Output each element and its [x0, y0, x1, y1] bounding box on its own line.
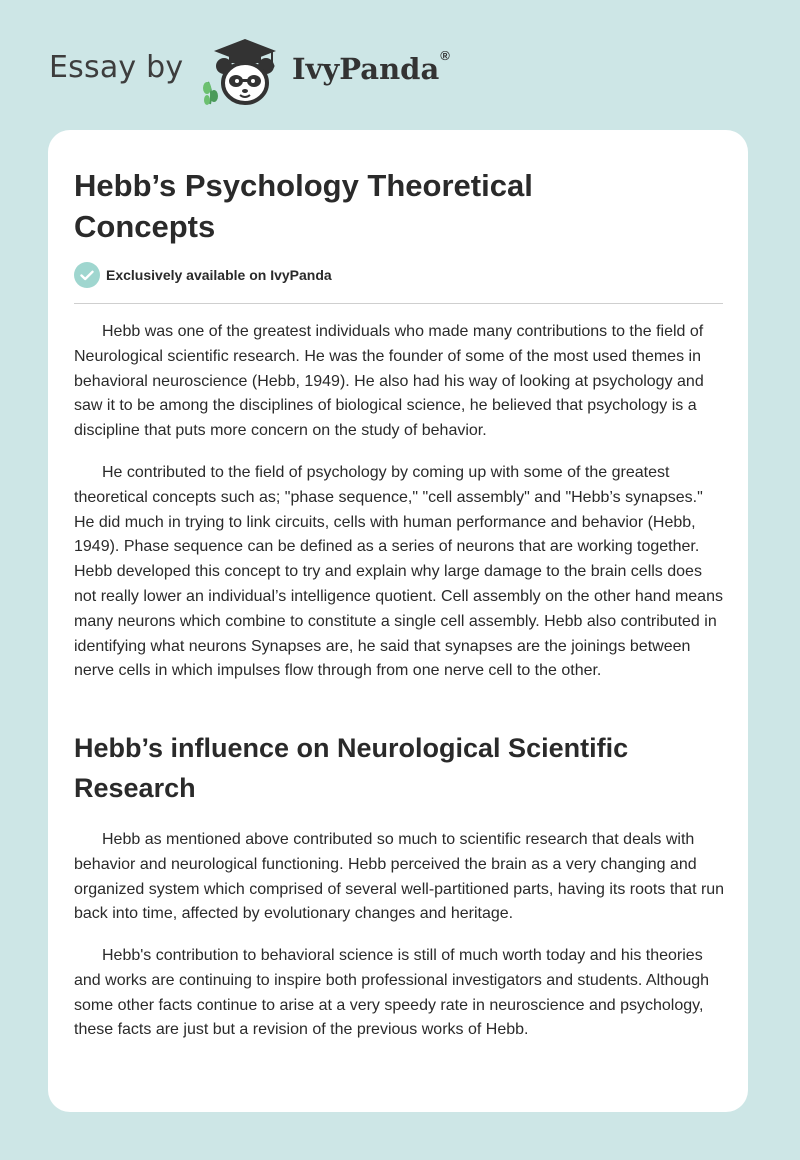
essay-by-label: Essay by [49, 50, 184, 85]
paragraph: He contributed to the field of psychology by coming up with some of the greatest theoretical concepts such as; "phase sequence," "cell assembly" and "Hebb’s synapses." He did much in trying to link circuits, cells with human performance and behavior (Hebb, 1949). Phase sequence can be defined as a series of neurons that are working together. Hebb developed this concept to try and explain why large damage to the brain cells does not really lower an individual’s intelligence quotient. Cell assembly on the other hand means many neurons which combine to constitute a single cell assembly. Hebb also contributed in identifying what neurons Synapses are, he said that synapses are the joinings between nerve cells in which impulses flow through from one nerve cell to the other. [74, 464, 723, 680]
brand-name[interactable] [292, 48, 450, 86]
exclusive-badge [74, 262, 332, 288]
badge-text: Exclusively available on IvyPanda [106, 267, 332, 283]
divider [74, 303, 723, 304]
essay-card [48, 130, 748, 1112]
paragraph: Hebb was one of the greatest individuals who made many contributions to the field of Neurological scientific research. He was the founder of some of the most used themes in behavioral neuroscience (Hebb, 1949). He also had his way of looking at psychology and saw it to be among the disciplines of biological science, he believed that psychology is a discipline that puts more concern on the study of behavior. [74, 323, 704, 440]
brand-text: IvyPanda [292, 52, 440, 86]
check-icon [74, 262, 100, 288]
site-header [0, 0, 800, 130]
paragraph: Hebb as mentioned above contributed so much to scientific research that deals with behavior and neurological functioning. Hebb perceived the brain as a very changing and organized system which comprised of several well-partitioned parts, having its roots that run back into time, affected by evolutionary changes and heritage. [74, 831, 725, 923]
page-title: Hebb’s Psychology Theoretical Concepts [74, 168, 533, 244]
section-heading: Hebb’s influence on Neurological Scientific Research [74, 733, 629, 803]
paragraph: Hebb's contribution to behavioral science is still of much worth today and his theories and works are continuing to inspire both professional investigators and students. Although some other facts continue to arise at a very speedy rate in neuroscience and psychology, these facts are just but a revision of the previous works of Hebb. [74, 947, 710, 1039]
registered-mark: ® [440, 48, 450, 63]
panda-graduate-logo[interactable] [200, 36, 290, 108]
